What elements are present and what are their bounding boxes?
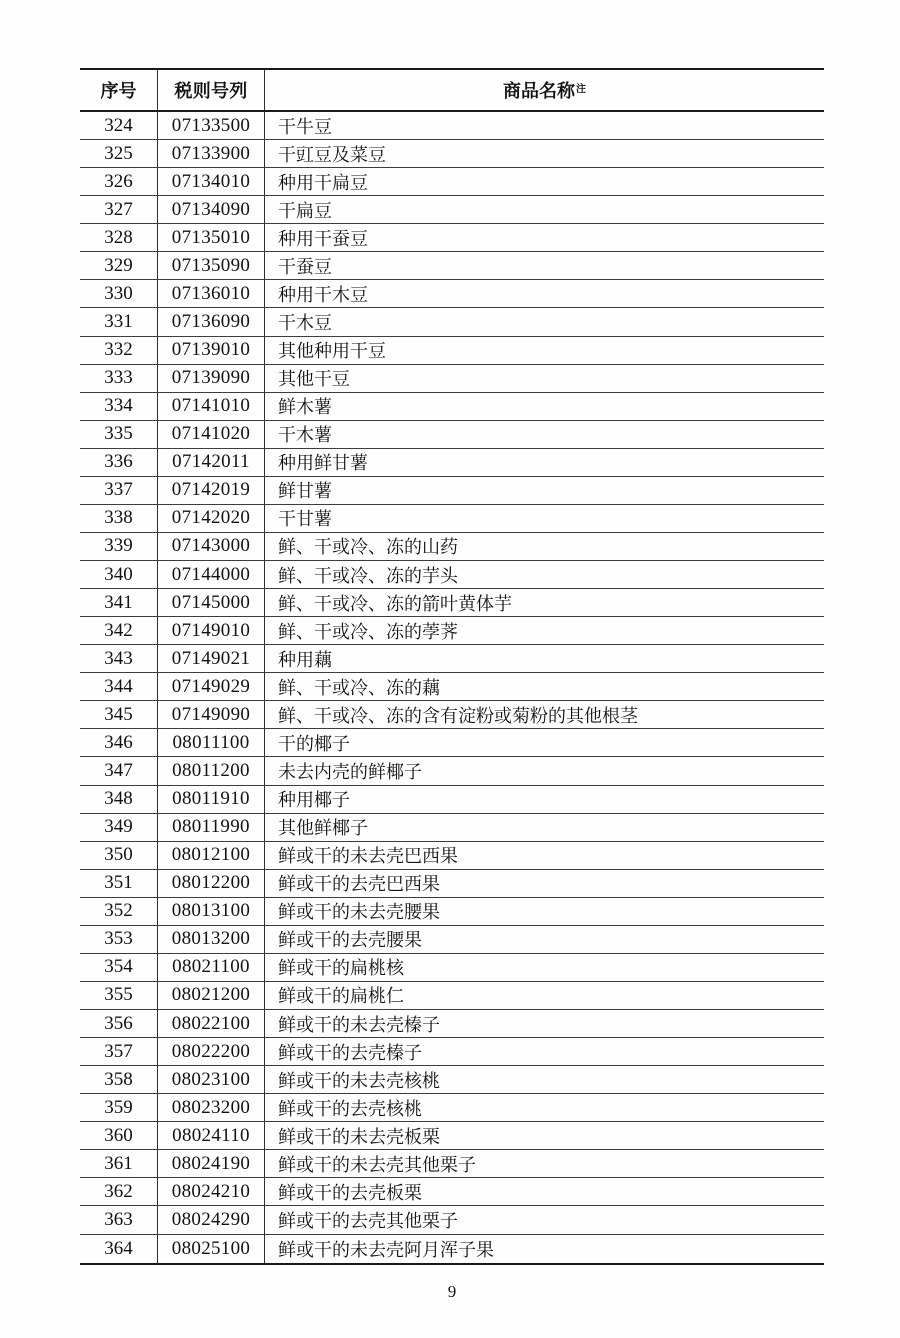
table-row — [80, 1206, 824, 1234]
table-row — [80, 1122, 824, 1150]
code-cell: 08012200 — [158, 870, 265, 897]
name-cell: 其他干豆 — [278, 369, 350, 390]
code-cell: 07142011 — [158, 449, 265, 476]
table-row — [80, 112, 824, 140]
name-cell: 未去内壳的鲜椰子 — [278, 761, 422, 782]
code-cell: 07139010 — [158, 337, 265, 364]
code-cell: 07141020 — [158, 421, 265, 448]
code-cell: 08024110 — [158, 1122, 265, 1149]
code-cell: 08024190 — [158, 1150, 265, 1177]
name-cell: 鲜或干的未去壳巴西果 — [278, 846, 458, 867]
table-row — [80, 645, 824, 673]
seq-cell: 357 — [80, 1038, 158, 1065]
table-row — [80, 842, 824, 870]
table-row — [80, 1010, 824, 1038]
name-cell: 鲜或干的未去壳其他栗子 — [278, 1154, 476, 1175]
code-cell: 07134010 — [158, 168, 265, 195]
table-row — [80, 898, 824, 926]
table-row — [80, 1066, 824, 1094]
code-cell: 08011910 — [158, 786, 265, 813]
name-cell: 干牛豆 — [278, 116, 332, 137]
seq-cell: 346 — [80, 729, 158, 756]
code-cell: 07139090 — [158, 365, 265, 392]
table-row — [80, 673, 824, 701]
name-cell: 种用鲜甘薯 — [278, 453, 368, 474]
name-cell: 鲜或干的未去壳榛子 — [278, 1014, 440, 1035]
code-cell: 08011100 — [158, 729, 265, 756]
name-cell: 鲜木薯 — [278, 397, 332, 418]
table-row — [80, 477, 824, 505]
table-row — [80, 308, 824, 336]
seq-cell: 363 — [80, 1206, 158, 1233]
code-cell: 08021200 — [158, 982, 265, 1009]
seq-cell: 340 — [80, 561, 158, 588]
code-cell: 07149090 — [158, 701, 265, 728]
col-header-seq-label: 序号 — [100, 81, 137, 101]
code-cell: 08013200 — [158, 926, 265, 953]
seq-cell: 356 — [80, 1010, 158, 1037]
seq-cell: 354 — [80, 954, 158, 981]
code-cell: 08024290 — [158, 1206, 265, 1233]
code-cell: 07134090 — [158, 196, 265, 223]
table-row — [80, 617, 824, 645]
code-cell: 07144000 — [158, 561, 265, 588]
seq-cell: 362 — [80, 1178, 158, 1205]
name-cell: 干蚕豆 — [278, 256, 332, 277]
code-cell: 08025100 — [158, 1235, 265, 1263]
seq-cell: 344 — [80, 673, 158, 700]
seq-cell: 339 — [80, 533, 158, 560]
table-row — [80, 814, 824, 842]
code-cell: 07141010 — [158, 393, 265, 420]
name-cell: 干甘薯 — [278, 509, 332, 530]
seq-cell: 358 — [80, 1066, 158, 1093]
seq-cell: 324 — [80, 112, 158, 139]
table-row — [80, 786, 824, 814]
tariff-table — [80, 68, 824, 1265]
seq-cell: 332 — [80, 337, 158, 364]
seq-cell: 359 — [80, 1094, 158, 1121]
code-cell: 08024210 — [158, 1178, 265, 1205]
name-cell: 鲜或干的去壳其他栗子 — [278, 1210, 458, 1231]
code-cell: 08023200 — [158, 1094, 265, 1121]
name-cell: 鲜或干的去壳板栗 — [278, 1182, 422, 1203]
table-row — [80, 252, 824, 280]
seq-cell: 336 — [80, 449, 158, 476]
seq-cell: 352 — [80, 898, 158, 925]
code-cell: 07136090 — [158, 308, 265, 335]
seq-cell: 342 — [80, 617, 158, 644]
name-cell: 干的椰子 — [278, 733, 350, 754]
table-row — [80, 421, 824, 449]
col-header-name-label: 商品名称 — [503, 81, 575, 101]
name-cell: 鲜、干或冷、冻的芋头 — [278, 565, 458, 586]
code-cell: 08022100 — [158, 1010, 265, 1037]
name-cell: 鲜或干的扁桃仁 — [278, 986, 404, 1007]
col-header-name: 商品名称 注 — [265, 70, 824, 110]
table-row — [80, 561, 824, 589]
table-row — [80, 701, 824, 729]
name-cell: 干木豆 — [278, 312, 332, 333]
table-row — [80, 1235, 824, 1263]
seq-cell: 333 — [80, 365, 158, 392]
name-cell: 鲜、干或冷、冻的含有淀粉或菊粉的其他根茎 — [278, 705, 638, 726]
table-row — [80, 1178, 824, 1206]
name-cell: 鲜或干的扁桃核 — [278, 958, 404, 979]
name-cell: 其他鲜椰子 — [278, 818, 368, 839]
seq-cell: 349 — [80, 814, 158, 841]
table-row — [80, 140, 824, 168]
table-row — [80, 1038, 824, 1066]
code-cell: 07135010 — [158, 224, 265, 251]
code-cell: 07133500 — [158, 112, 265, 139]
code-cell: 07142020 — [158, 505, 265, 532]
code-cell: 08011200 — [158, 757, 265, 784]
name-cell: 鲜、干或冷、冻的荸荠 — [278, 621, 458, 642]
seq-cell: 338 — [80, 505, 158, 532]
table-row — [80, 449, 824, 477]
seq-cell: 329 — [80, 252, 158, 279]
table-row — [80, 505, 824, 533]
table-row — [80, 196, 824, 224]
table-row — [80, 870, 824, 898]
seq-cell: 326 — [80, 168, 158, 195]
table-row — [80, 533, 824, 561]
seq-cell: 341 — [80, 589, 158, 616]
name-cell: 种用椰子 — [278, 790, 350, 811]
code-cell: 07135090 — [158, 252, 265, 279]
table-row — [80, 224, 824, 252]
seq-cell: 345 — [80, 701, 158, 728]
code-cell: 07136010 — [158, 280, 265, 307]
col-header-code — [158, 70, 265, 110]
seq-cell: 361 — [80, 1150, 158, 1177]
seq-cell: 351 — [80, 870, 158, 897]
seq-cell: 327 — [80, 196, 158, 223]
seq-cell: 343 — [80, 645, 158, 672]
code-cell: 08013100 — [158, 898, 265, 925]
seq-cell: 325 — [80, 140, 158, 167]
name-cell: 鲜或干的未去壳板栗 — [278, 1126, 440, 1147]
seq-cell: 331 — [80, 308, 158, 335]
col-header-seq — [80, 70, 158, 110]
name-cell: 其他种用干豆 — [278, 341, 386, 362]
code-cell: 07133900 — [158, 140, 265, 167]
table-row — [80, 365, 824, 393]
name-cell: 干豇豆及菜豆 — [278, 144, 386, 165]
code-cell: 07149010 — [158, 617, 265, 644]
code-cell: 07149021 — [158, 645, 265, 672]
page-number: 9 — [447, 1282, 457, 1301]
code-cell: 08021100 — [158, 954, 265, 981]
name-cell: 种用干木豆 — [278, 284, 368, 305]
table-row — [80, 1150, 824, 1178]
seq-cell: 337 — [80, 477, 158, 504]
name-cell: 种用藕 — [278, 649, 332, 670]
seq-cell: 347 — [80, 757, 158, 784]
name-cell: 干木薯 — [278, 425, 332, 446]
code-cell: 07145000 — [158, 589, 265, 616]
table-body — [80, 112, 824, 1263]
table-header-row — [80, 70, 824, 112]
name-cell: 鲜、干或冷、冻的箭叶黄体芋 — [278, 593, 512, 614]
seq-cell: 334 — [80, 393, 158, 420]
name-cell: 干扁豆 — [278, 200, 332, 221]
seq-cell: 355 — [80, 982, 158, 1009]
seq-cell: 364 — [80, 1235, 158, 1263]
seq-cell: 353 — [80, 926, 158, 953]
table-row — [80, 1094, 824, 1122]
name-cell: 鲜或干的去壳核桃 — [278, 1098, 422, 1119]
code-cell: 07143000 — [158, 533, 265, 560]
seq-cell: 360 — [80, 1122, 158, 1149]
table-row — [80, 954, 824, 982]
seq-cell: 350 — [80, 842, 158, 869]
seq-cell: 348 — [80, 786, 158, 813]
name-cell: 鲜甘薯 — [278, 481, 332, 502]
table-row — [80, 729, 824, 757]
table-row — [80, 337, 824, 365]
table-row — [80, 982, 824, 1010]
name-cell: 鲜、干或冷、冻的藕 — [278, 677, 440, 698]
col-header-code-label: 税则号列 — [174, 81, 248, 101]
code-cell: 07149029 — [158, 673, 265, 700]
table-row — [80, 926, 824, 954]
seq-cell: 335 — [80, 421, 158, 448]
name-cell: 鲜或干的去壳巴西果 — [278, 874, 440, 895]
name-cell: 种用干蚕豆 — [278, 228, 368, 249]
table-row — [80, 168, 824, 196]
code-cell: 07142019 — [158, 477, 265, 504]
table-row — [80, 757, 824, 785]
name-cell: 鲜或干的去壳腰果 — [278, 930, 422, 951]
code-cell: 08022200 — [158, 1038, 265, 1065]
name-cell: 鲜或干的去壳榛子 — [278, 1042, 422, 1063]
name-cell: 鲜或干的未去壳阿月浑子果 — [278, 1239, 494, 1260]
name-cell: 鲜或干的未去壳核桃 — [278, 1070, 440, 1091]
code-cell: 08012100 — [158, 842, 265, 869]
seq-cell: 330 — [80, 280, 158, 307]
name-cell: 鲜或干的未去壳腰果 — [278, 902, 440, 923]
name-cell: 鲜、干或冷、冻的山药 — [278, 537, 458, 558]
name-cell: 种用干扁豆 — [278, 172, 368, 193]
code-cell: 08023100 — [158, 1066, 265, 1093]
code-cell: 08011990 — [158, 814, 265, 841]
table-row — [80, 589, 824, 617]
table-row — [80, 393, 824, 421]
table-row — [80, 280, 824, 308]
seq-cell: 328 — [80, 224, 158, 251]
